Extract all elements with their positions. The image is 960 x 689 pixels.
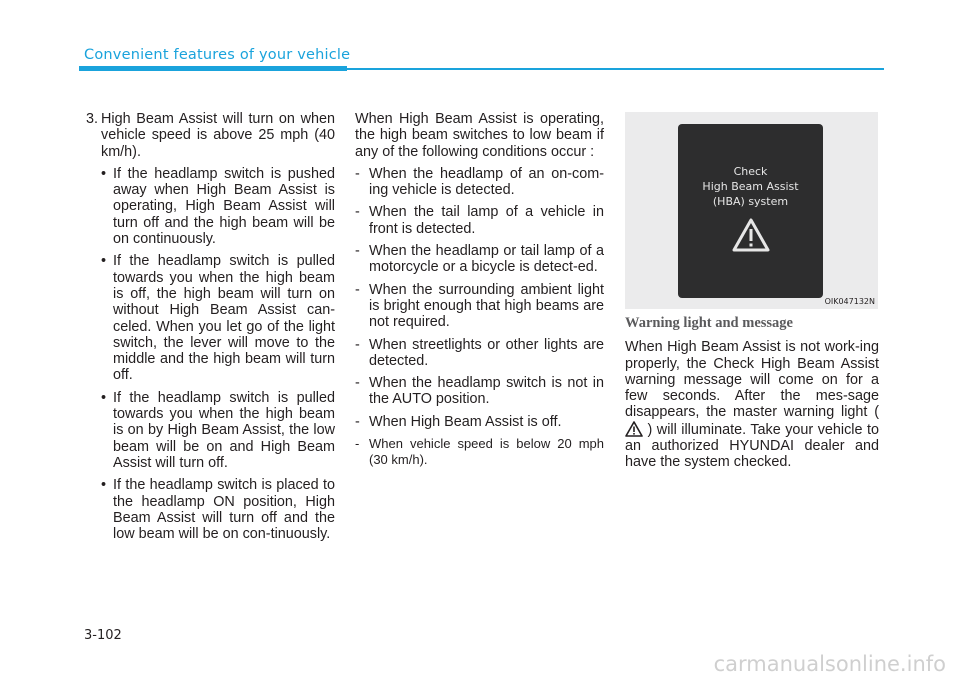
cluster-message-figure [625, 112, 878, 309]
left-column [86, 111, 335, 548]
header-rule-thick [79, 66, 347, 71]
warning-triangle-icon [731, 217, 771, 253]
bullet-text: If the headlamp switch is pushed away when High Beam Assist is operating, High Beam Assist will turn off and the high beam will be on continuously. [113, 165, 335, 248]
bullet-icon: • [101, 253, 107, 270]
warning-heading: Warning light and message [625, 315, 793, 331]
condition-item [355, 436, 604, 469]
condition-text: When streetlights or other lights are detected. [369, 336, 604, 369]
header-rule-thin [347, 68, 884, 70]
dash-icon: - [355, 281, 360, 298]
item-text: High Beam Assist will turn on when vehicle speed is above 25 mph (40 km/h). [101, 111, 335, 160]
bullet-text: If the headlamp switch is pulled towards you when the high beam is off, the high beam will turn on without High Beam Assist can-celed. When you let go of the light switch, the lever will move to the middle and the high beam will turn off. [113, 253, 335, 384]
figure-caption: OIK047132N [824, 297, 875, 306]
condition-text: When vehicle speed is below 20 mph (30 km/h). [369, 436, 604, 468]
condition-item [355, 375, 604, 408]
display-line-check: Check [733, 165, 768, 178]
condition-text: When the headlamp of an on-com-ing vehicle is detected. [369, 165, 604, 199]
condition-text: When the tail lamp of a vehicle in front is detected. [369, 204, 604, 237]
warning-body [625, 339, 879, 470]
bullet-item [86, 166, 335, 247]
dash-icon: - [355, 336, 360, 353]
middle-column [355, 111, 604, 475]
condition-text: When the headlamp switch is not in the AUTO position. [369, 375, 604, 408]
display-line-hba: High Beam Assist [702, 180, 799, 193]
watermark: carmanualsonline.info [713, 652, 946, 676]
dash-icon: - [355, 436, 360, 452]
page-number: 3-102 [84, 628, 122, 643]
numbered-item-3 [86, 111, 335, 160]
dash-icon: - [355, 165, 360, 182]
bullet-icon: • [101, 389, 107, 406]
warning-body-part1: When High Beam Assist is not work-ing properly, the Check High Beam Assist warning message will come on for a few seconds. After the mes-sage disappears, the master warning light ( [625, 339, 879, 421]
conditions-intro: When High Beam Assist is operating, the high beam switches to low beam if any of the following conditions occur : [355, 111, 604, 160]
condition-item [355, 282, 604, 331]
bullet-text: If the headlamp switch is pulled towards you when the high beam is on by High Beam Assist, the low beam will be on and High Beam Assist will turn off. [113, 389, 335, 471]
condition-item [355, 243, 604, 276]
condition-item [355, 337, 604, 370]
dash-icon: - [355, 375, 360, 392]
dash-icon: - [355, 204, 360, 221]
master-warning-icon [625, 421, 643, 437]
condition-item [355, 166, 604, 199]
bullet-item [86, 390, 335, 471]
condition-item [355, 204, 604, 237]
bullet-item [86, 253, 335, 383]
right-column [625, 315, 879, 471]
dash-icon: - [355, 243, 360, 260]
bullet-item [86, 477, 335, 542]
bullet-text: If the headlamp switch is placed to the headlamp ON position, High Beam Assist will turn off and the low beam will be on con-tinuously. [113, 477, 335, 543]
warning-body-part2: ) will illuminate. Take your vehicle to an authorized HYUNDAI dealer and have the system checked. [625, 421, 880, 471]
bullet-icon: • [101, 477, 107, 494]
dash-icon: - [355, 413, 360, 430]
cluster-display [678, 124, 823, 298]
condition-text: When the surrounding ambient light is bright enough that high beams are not required. [369, 281, 604, 331]
display-line-system: (HBA) system [712, 195, 789, 208]
condition-text: When the headlamp or tail lamp of a motorcycle or a bicycle is detect-ed. [369, 243, 604, 276]
section-title: Convenient features of your vehicle [84, 47, 351, 63]
condition-item [355, 414, 604, 430]
condition-text: When High Beam Assist is off. [369, 413, 562, 430]
item-number: 3. [86, 111, 99, 127]
bullet-icon: • [101, 165, 107, 182]
